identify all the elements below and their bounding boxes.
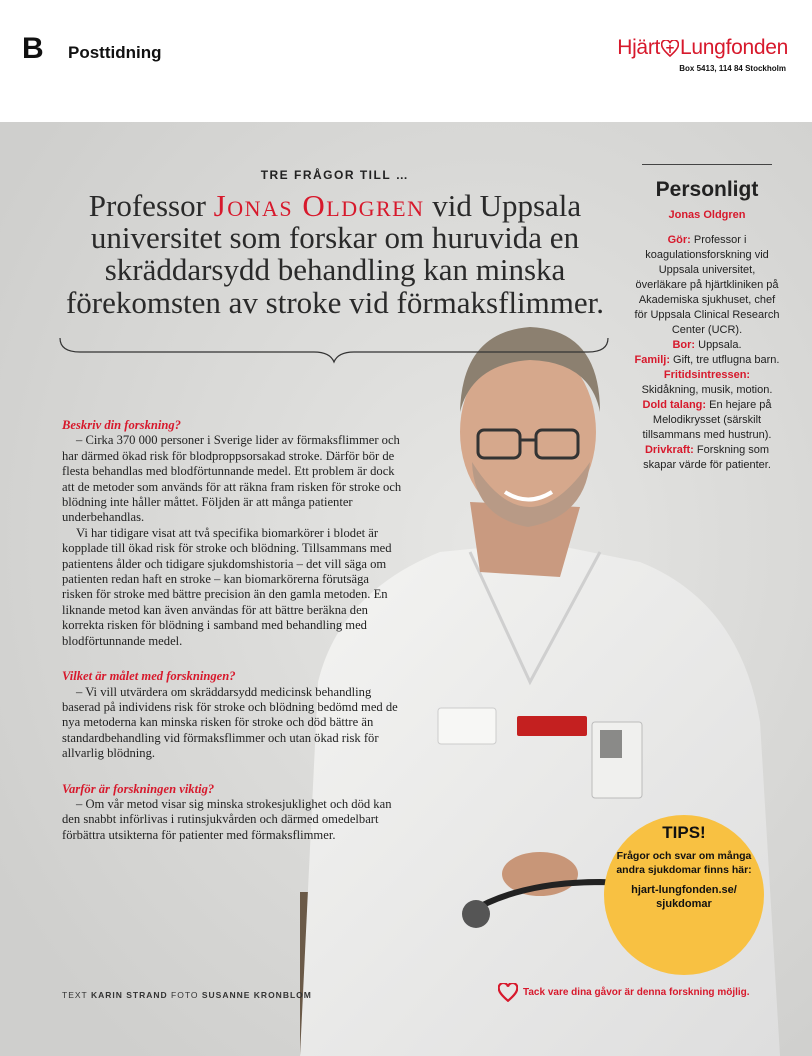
answer-3: – Om vår metod visar sig minska strokesjuklighet och död kan den snabbt införlivas i rutinsjukvården och därmed omedelbart förbättra utsikterna för patienter med förmaksflimmer.	[62, 796, 392, 842]
heart-logo-icon	[661, 40, 679, 57]
heart-icon	[498, 983, 518, 1002]
sidebar-item: Familj: Gift, tre utflugna barn.	[634, 354, 780, 366]
credit-photo-label: FOTO	[171, 990, 199, 1000]
tips-title: TIPS!	[662, 823, 706, 842]
sidebar-rule	[642, 164, 772, 165]
byline	[62, 990, 312, 1000]
sidebar-item: Drivkraft: Forskning som skapar värde för patienter.	[643, 444, 771, 471]
sidebar-item: Bor: Uppsala.	[672, 339, 742, 351]
sidebar-title: Personligt	[655, 178, 759, 201]
section-letter: B	[22, 32, 44, 65]
sidebar-name: Jonas Oldgren	[668, 209, 746, 221]
answer-1-paragraph-1: – Cirka 370 000 personer i Sverige lider av förmaksflimmer och har därmed ökad risk för blodproppsorsakad stroke. Därför bör de flesta behandlas med blodförtunnande medel. Ett problem är dock att de metoder som används för att räkna fram risken för stroke och blödning inte håller måttet. Följden är att många patienter underbehandlas.	[62, 433, 402, 525]
personal-sidebar	[634, 178, 780, 473]
thanks-footer	[498, 983, 750, 1002]
logo-text-left: Hjärt	[617, 36, 661, 59]
page-header	[0, 0, 812, 122]
answer-1-paragraph-2: Vi har tidigare visat att två specifika biomarkörer i blodet är kopplade till ökad risk för stroke och blödning. Tillsammans med patientens ålder och tidigare sjukdomshistoria – det vill säga om patienten redan haft en stroke – kan biomarkörerna förutsäga risken för stroke med bättre precision än den gamla metoden. En liknande metod kan även användas för att bättre beräkna den korrekta risken för blödning i samband med behandling med blodförtunnande medel.	[62, 525, 392, 648]
eyebrow-label: TRE FRÅGOR TILL …	[260, 168, 410, 182]
headline-suffix: vid Uppsala universitet som forskar om huruvida en skräddarsydd behandling kan minska förekomsten av stroke vid förmaksflimmer.	[65, 188, 605, 320]
credit-photo-name: SUSANNE KRONBLOM	[201, 990, 312, 1000]
question-3: Varför är forskningen viktig?	[62, 781, 215, 796]
tips-text: Frågor och svar om många andra sjukdomar finns här:	[616, 850, 752, 876]
sidebar-item: Dold talang: En hejare på Melodikrysset (särskilt tillsammans med hustrun).	[642, 399, 772, 441]
credit-text-name: KARIN STRAND	[90, 990, 168, 1000]
brace-divider	[58, 336, 610, 364]
logo-text-right: Lungfonden	[680, 36, 788, 59]
tips-badge	[604, 815, 764, 975]
thanks-text: Tack vare dina gåvor är denna forskning möjlig.	[523, 987, 750, 998]
headline-name: Jonas Oldgren	[213, 188, 425, 223]
posttidning-label: Posttidning	[68, 43, 162, 62]
credit-text-label: TEXT	[62, 990, 88, 1000]
question-2: Vilket är målet med forskningen?	[62, 669, 236, 684]
question-1: Beskriv din forskning?	[62, 418, 181, 432]
article-body	[62, 418, 402, 843]
headline	[60, 190, 610, 319]
sidebar-item: Gör: Professor i koagulationsforskning vid Uppsala universitet, överläkare på hjärtkliniken på Akademiska sjukhuset, chef för Uppsala Clinical Research Center (UCR).	[634, 234, 780, 336]
brand-logo	[617, 36, 788, 60]
headline-prefix: Professor	[88, 188, 214, 223]
tips-link[interactable]: hjart-lungfonden.se/ sjukdomar	[631, 884, 737, 910]
postal-address: Box 5413, 114 84 Stockholm	[679, 64, 786, 73]
answer-2: – Vi vill utvärdera om skräddarsydd medicinsk behandling baserad på individens risk för stroke och blödning bedömd med de nya metoderna kan minska risken för stroke och död bättre än standardbehandling vid förmaksflimmer och utan ökad risk för allvarlig blödning.	[62, 684, 398, 761]
sidebar-item: Fritidsintressen: Skidåkning, musik, motion.	[641, 369, 773, 396]
